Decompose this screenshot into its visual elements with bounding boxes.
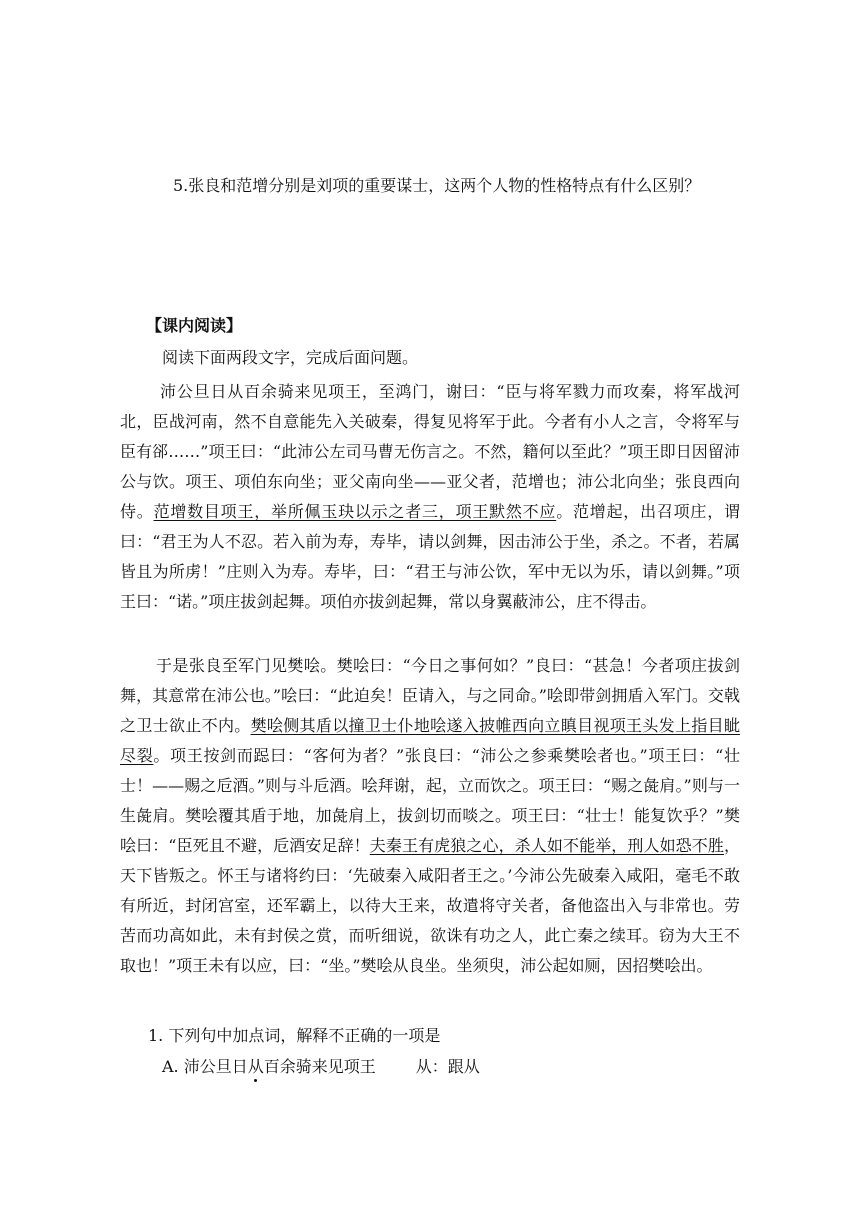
dotted-word: 从 [247, 1057, 264, 1076]
passage1-text-b: 。范增起，出召项庄，谓曰：“君王为人不忍。若入前为寿，寿毕，请以剑舞，因击沛公于坐，杀之。不者，若属皆且为所虏！”庄则入为寿。寿毕，曰：“君王与沛公饮，军中无以为乐，请以剑舞。”项王曰：“诺。”项庄拔剑起舞。项伯亦拔剑起舞，常以身翼蔽沛公，庄不得击。 [120, 502, 740, 611]
reading-instruction: 阅读下面两段文字，完成后面问题。 [162, 348, 419, 367]
passage2-text-b: 。项王按剑而跽曰：“客何为者？”张良曰：“沛公之参乘樊哙者也。”项王曰：“壮士！——赐之卮酒。”则与斗卮酒。哙拜谢，起，立而饮之。项王曰：“赐之彘肩。”则与一生彘肩。樊哙覆其盾于地，加彘肩上，拔剑切而啖之。项王曰：“壮士！能复饮乎？”樊哙曰：“臣死且不避，卮酒安足辞！ [120, 746, 740, 855]
question-5: 5.张良和范增分别是刘项的重要谋士，这两个人物的性格特点有什么区别？ [173, 176, 701, 195]
section-heading: 【课内阅读】 [146, 316, 243, 335]
underlined-sentence-3: 夫秦王有虎狼之心，杀人如不能举，刑人如恐不胜 [369, 836, 724, 855]
underlined-sentence-2: 樊哙侧其盾以撞卫士仆地哙遂入披帷西向立瞋目视项王头发上指目眦尽裂 [120, 716, 740, 765]
passage2-text-a: 于是张良至军门见樊哙。樊哙曰：“今日之事何如？”良曰：“甚急！今者项庄拔剑舞，其意常在沛公也。”哙曰：“此迫矣！臣请入，与之同命。”哙即带剑拥盾入军门。交戟之卫士欲止不内。 [120, 656, 740, 735]
passage-paragraph-2 [120, 651, 740, 981]
underlined-sentence-1: 范增数目项王，举所佩玉玦以示之者三，项王默然不应 [153, 502, 557, 521]
option-a-gloss: 从：跟从 [415, 1057, 480, 1076]
question-1: 1. 下列句中加点词，解释不正确的一项是 [148, 1026, 441, 1045]
option-a-text-after: 百余骑来见项王 [263, 1057, 376, 1076]
option-a-text-before: A. 沛公旦日 [162, 1057, 248, 1076]
option-a [162, 1057, 480, 1077]
passage2-text-c: ，天下皆叛之。怀王与诸将约曰：‘先破秦入咸阳者王之。’今沛公先破秦入咸阳，毫毛不敢有所近，封闭宫室，还军霸上，以待大王来，故遣将守关者，备他盗出入与非常也。劳苦而功高如此，未有封侯之赏，而听细说，欲诛有功之人，此亡秦之续耳。窃为大王不取也！”项王未有以应，曰：“坐。”樊哙从良坐。坐须臾，沛公起如厕，因招樊哙出。 [120, 836, 740, 975]
passage-paragraph-1 [120, 377, 740, 617]
passage1-text-a: 沛公旦日从百余骑来见项王，至鸿门，谢曰：“臣与将军戮力而攻秦，将军战河北，臣战河南，然不自意能先入关破秦，得复见将军于此。今者有小人之言，令将军与臣有郤……”项王曰：“此沛公左司马曹无伤言之。不然，籍何以至此？”项王即日因留沛公与饮。项王、项伯东向坐；亚父南向坐——亚父者，范增也；沛公北向坐；张良西向侍。 [120, 382, 740, 521]
